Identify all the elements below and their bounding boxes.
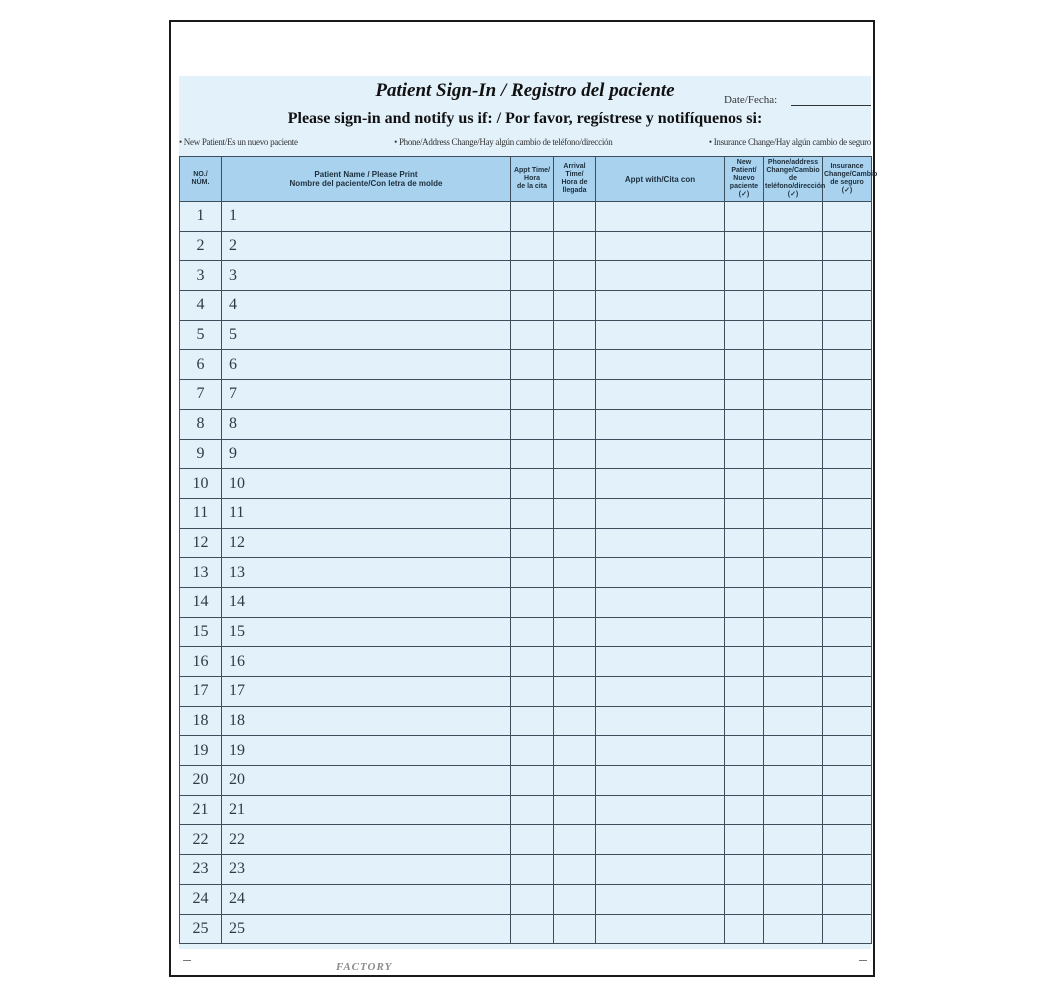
appt-time-cell[interactable]: [511, 320, 554, 350]
arrival-time-cell[interactable]: [554, 320, 596, 350]
insurance-change-check-cell[interactable]: [823, 825, 872, 855]
patient-name-cell[interactable]: 12: [222, 528, 511, 558]
appt-time-cell[interactable]: [511, 528, 554, 558]
insurance-change-check-cell[interactable]: [823, 409, 872, 439]
arrival-time-cell[interactable]: [554, 825, 596, 855]
arrival-time-cell[interactable]: [554, 736, 596, 766]
insurance-change-check-cell[interactable]: [823, 795, 872, 825]
new-patient-check-cell[interactable]: [725, 587, 764, 617]
insurance-change-check-cell[interactable]: [823, 677, 872, 707]
phone-address-change-check-cell[interactable]: [764, 706, 823, 736]
new-patient-check-cell[interactable]: [725, 825, 764, 855]
new-patient-check-cell[interactable]: [725, 469, 764, 499]
appt-time-cell[interactable]: [511, 350, 554, 380]
appt-with-cell[interactable]: [596, 706, 725, 736]
appt-with-cell[interactable]: [596, 469, 725, 499]
row-number-cell: 15: [180, 617, 222, 647]
appt-with-cell[interactable]: [596, 736, 725, 766]
appt-with-cell[interactable]: [596, 409, 725, 439]
appt-with-cell[interactable]: [596, 914, 725, 944]
table-row: [180, 647, 872, 677]
patient-name-cell[interactable]: 23: [222, 855, 511, 885]
phone-address-change-check-cell[interactable]: [764, 409, 823, 439]
appt-with-cell[interactable]: [596, 766, 725, 796]
table-header-row: [180, 157, 872, 202]
insurance-change-check-cell[interactable]: [823, 884, 872, 914]
insurance-change-check-cell[interactable]: [823, 439, 872, 469]
column-header-insurance-change: Insurance Change/Cambio de seguro (✓): [823, 157, 872, 202]
appt-with-cell[interactable]: [596, 558, 725, 588]
row-number-cell: 25: [180, 914, 222, 944]
phone-address-change-check-cell[interactable]: [764, 291, 823, 321]
insurance-change-check-cell[interactable]: [823, 380, 872, 410]
new-patient-check-cell[interactable]: [725, 677, 764, 707]
table-row: [180, 677, 872, 707]
table-row: [180, 498, 872, 528]
insurance-change-check-cell[interactable]: [823, 706, 872, 736]
table-row: [180, 439, 872, 469]
appt-with-cell[interactable]: [596, 498, 725, 528]
sign-in-form: [179, 76, 878, 949]
patient-name-cell[interactable]: 14: [222, 587, 511, 617]
phone-address-change-check-cell[interactable]: [764, 261, 823, 291]
new-patient-check-cell[interactable]: [725, 380, 764, 410]
new-patient-check-cell[interactable]: [725, 914, 764, 944]
insurance-change-check-cell[interactable]: [823, 320, 872, 350]
column-header-appt-time: Appt Time/ Hora de la cita: [511, 157, 554, 202]
phone-address-change-check-cell[interactable]: [764, 677, 823, 707]
row-number-cell: 14: [180, 587, 222, 617]
footer-mark: FACTORY: [336, 961, 393, 973]
new-patient-check-cell[interactable]: [725, 855, 764, 885]
row-number-cell: 5: [180, 320, 222, 350]
table-row: [180, 884, 872, 914]
appt-with-cell[interactable]: [596, 647, 725, 677]
appt-with-cell[interactable]: [596, 855, 725, 885]
insurance-change-check-cell[interactable]: [823, 231, 872, 261]
arrival-time-cell[interactable]: [554, 350, 596, 380]
insurance-change-check-cell[interactable]: [823, 647, 872, 677]
phone-address-change-check-cell[interactable]: [764, 587, 823, 617]
phone-address-change-check-cell[interactable]: [764, 439, 823, 469]
column-header-patient-name: Patient Name / Please Print Nombre del paciente/Con letra de molde: [222, 157, 511, 202]
insurance-change-check-cell[interactable]: [823, 855, 872, 885]
note-insurance-change: • Insurance Change/Hay algún cambio de seguro: [708, 137, 871, 147]
patient-name-cell[interactable]: 18: [222, 706, 511, 736]
appt-time-cell[interactable]: [511, 766, 554, 796]
appt-time-cell[interactable]: [511, 469, 554, 499]
new-patient-check-cell[interactable]: [725, 498, 764, 528]
insurance-change-check-cell[interactable]: [823, 350, 872, 380]
arrival-time-cell[interactable]: [554, 587, 596, 617]
table-row: [180, 409, 872, 439]
appt-time-cell[interactable]: [511, 825, 554, 855]
appt-time-cell[interactable]: [511, 587, 554, 617]
arrival-time-cell[interactable]: [554, 884, 596, 914]
row-number-cell: 7: [180, 380, 222, 410]
row-number-cell: 22: [180, 825, 222, 855]
table-row: [180, 617, 872, 647]
insurance-change-check-cell[interactable]: [823, 498, 872, 528]
arrival-time-cell[interactable]: [554, 291, 596, 321]
appt-time-cell[interactable]: [511, 647, 554, 677]
row-number-cell: 1: [180, 202, 222, 232]
appt-with-cell[interactable]: [596, 528, 725, 558]
row-number-cell: 20: [180, 766, 222, 796]
new-patient-check-cell[interactable]: [725, 647, 764, 677]
arrival-time-cell[interactable]: [554, 498, 596, 528]
table-row: [180, 261, 872, 291]
arrival-time-cell[interactable]: [554, 706, 596, 736]
row-number-cell: 12: [180, 528, 222, 558]
insurance-change-check-cell[interactable]: [823, 617, 872, 647]
row-number-cell: 16: [180, 647, 222, 677]
new-patient-check-cell[interactable]: [725, 617, 764, 647]
appt-time-cell[interactable]: [511, 914, 554, 944]
phone-address-change-check-cell[interactable]: [764, 350, 823, 380]
insurance-change-check-cell[interactable]: [823, 528, 872, 558]
phone-address-change-check-cell[interactable]: [764, 320, 823, 350]
patient-name-cell[interactable]: 21: [222, 795, 511, 825]
patient-name-cell[interactable]: 11: [222, 498, 511, 528]
appt-time-cell[interactable]: [511, 795, 554, 825]
row-number-cell: 9: [180, 439, 222, 469]
appt-time-cell[interactable]: [511, 202, 554, 232]
new-patient-check-cell[interactable]: [725, 706, 764, 736]
patient-name-cell[interactable]: 6: [222, 350, 511, 380]
new-patient-check-cell[interactable]: [725, 291, 764, 321]
sign-in-sheet: [169, 20, 878, 977]
patient-name-cell[interactable]: 8: [222, 409, 511, 439]
phone-address-change-check-cell[interactable]: [764, 202, 823, 232]
row-number-cell: 24: [180, 884, 222, 914]
phone-address-change-check-cell[interactable]: [764, 498, 823, 528]
appt-with-cell[interactable]: [596, 380, 725, 410]
appt-time-cell[interactable]: [511, 855, 554, 885]
appt-time-cell[interactable]: [511, 736, 554, 766]
patient-name-cell[interactable]: 16: [222, 647, 511, 677]
table-row: [180, 320, 872, 350]
patient-name-cell[interactable]: 4: [222, 291, 511, 321]
arrival-time-cell[interactable]: [554, 855, 596, 885]
phone-address-change-check-cell[interactable]: [764, 380, 823, 410]
row-number-cell: 13: [180, 558, 222, 588]
column-header-phone-address-change: Phone/address Change/Cambio de teléfono/dirección (✓): [764, 157, 823, 202]
patient-name-cell[interactable]: 5: [222, 320, 511, 350]
notify-reasons: [179, 137, 871, 147]
table-row: [180, 350, 872, 380]
insurance-change-check-cell[interactable]: [823, 558, 872, 588]
new-patient-check-cell[interactable]: [725, 736, 764, 766]
form-subtitle: Please sign-in and notify us if: / Por favor, regístrese y notifíquenos si:: [287, 110, 763, 127]
appt-with-cell[interactable]: [596, 439, 725, 469]
date-field-line[interactable]: [791, 105, 871, 106]
appt-time-cell[interactable]: [511, 498, 554, 528]
form-title: Patient Sign-In / Registro del paciente: [375, 80, 675, 101]
row-number-cell: 11: [180, 498, 222, 528]
table-row: [180, 855, 872, 885]
appt-time-cell[interactable]: [511, 439, 554, 469]
phone-address-change-check-cell[interactable]: [764, 231, 823, 261]
table-row: [180, 736, 872, 766]
appt-time-cell[interactable]: [511, 380, 554, 410]
appt-with-cell[interactable]: [596, 825, 725, 855]
row-number-cell: 6: [180, 350, 222, 380]
table-row: [180, 558, 872, 588]
patient-name-cell[interactable]: 15: [222, 617, 511, 647]
note-new-patient: • New Patient/Es un nuevo paciente: [179, 137, 298, 147]
arrival-time-cell[interactable]: [554, 914, 596, 944]
phone-address-change-check-cell[interactable]: [764, 825, 823, 855]
arrival-time-cell[interactable]: [554, 231, 596, 261]
row-number-cell: 2: [180, 231, 222, 261]
arrival-time-cell[interactable]: [554, 647, 596, 677]
table-row: [180, 587, 872, 617]
arrival-time-cell[interactable]: [554, 677, 596, 707]
note-phone-address-change: • Phone/Address Change/Hay algún cambio de teléfono/dirección: [394, 137, 613, 147]
appt-time-cell[interactable]: [511, 409, 554, 439]
table-row: [180, 706, 872, 736]
table-row: [180, 380, 872, 410]
phone-address-change-check-cell[interactable]: [764, 884, 823, 914]
appt-time-cell[interactable]: [511, 231, 554, 261]
table-row: [180, 914, 872, 944]
row-number-cell: 18: [180, 706, 222, 736]
appt-time-cell[interactable]: [511, 706, 554, 736]
appt-with-cell[interactable]: [596, 350, 725, 380]
table-row: [180, 291, 872, 321]
patient-name-cell[interactable]: 2: [222, 231, 511, 261]
table-row: [180, 469, 872, 499]
arrival-time-cell[interactable]: [554, 766, 596, 796]
arrival-time-cell[interactable]: [554, 795, 596, 825]
appt-with-cell[interactable]: [596, 202, 725, 232]
table-row: [180, 231, 872, 261]
table-row: [180, 766, 872, 796]
table-row: [180, 825, 872, 855]
phone-address-change-check-cell[interactable]: [764, 528, 823, 558]
appt-with-cell[interactable]: [596, 884, 725, 914]
appt-time-cell[interactable]: [511, 291, 554, 321]
phone-address-change-check-cell[interactable]: [764, 766, 823, 796]
row-number-cell: 3: [180, 261, 222, 291]
insurance-change-check-cell[interactable]: [823, 261, 872, 291]
insurance-change-check-cell[interactable]: [823, 587, 872, 617]
patient-name-cell[interactable]: 22: [222, 825, 511, 855]
insurance-change-check-cell[interactable]: [823, 291, 872, 321]
patient-name-cell[interactable]: 24: [222, 884, 511, 914]
new-patient-check-cell[interactable]: [725, 409, 764, 439]
row-number-cell: 4: [180, 291, 222, 321]
arrival-time-cell[interactable]: [554, 261, 596, 291]
appt-with-cell[interactable]: [596, 617, 725, 647]
row-number-cell: 19: [180, 736, 222, 766]
row-number-cell: 10: [180, 469, 222, 499]
patient-name-cell[interactable]: 3: [222, 261, 511, 291]
patient-name-cell[interactable]: 19: [222, 736, 511, 766]
phone-address-change-check-cell[interactable]: [764, 795, 823, 825]
appt-with-cell[interactable]: [596, 677, 725, 707]
column-header-arrival-time: Arrival Time/ Hora de llegada: [554, 157, 596, 202]
phone-address-change-check-cell[interactable]: [764, 558, 823, 588]
insurance-change-check-cell[interactable]: [823, 469, 872, 499]
appt-time-cell[interactable]: [511, 261, 554, 291]
new-patient-check-cell[interactable]: [725, 320, 764, 350]
insurance-change-check-cell[interactable]: [823, 766, 872, 796]
insurance-change-check-cell[interactable]: [823, 202, 872, 232]
new-patient-check-cell[interactable]: [725, 795, 764, 825]
table-row: [180, 528, 872, 558]
new-patient-check-cell[interactable]: [725, 261, 764, 291]
new-patient-check-cell[interactable]: [725, 439, 764, 469]
phone-address-change-check-cell[interactable]: [764, 736, 823, 766]
new-patient-check-cell[interactable]: [725, 231, 764, 261]
new-patient-check-cell[interactable]: [725, 766, 764, 796]
arrival-time-cell[interactable]: [554, 409, 596, 439]
patient-name-cell[interactable]: 20: [222, 766, 511, 796]
appt-time-cell[interactable]: [511, 617, 554, 647]
column-header-appt-with: Appt with/Cita con: [596, 157, 725, 202]
appt-with-cell[interactable]: [596, 291, 725, 321]
appt-time-cell[interactable]: [511, 558, 554, 588]
patient-name-cell[interactable]: 9: [222, 439, 511, 469]
insurance-change-check-cell[interactable]: [823, 914, 872, 944]
patient-name-cell[interactable]: 17: [222, 677, 511, 707]
column-header-new-patient: New Patient/ Nuevo paciente (✓): [725, 157, 764, 202]
arrival-time-cell[interactable]: [554, 380, 596, 410]
footer-dash-right: [859, 960, 867, 961]
arrival-time-cell[interactable]: [554, 469, 596, 499]
appt-with-cell[interactable]: [596, 320, 725, 350]
arrival-time-cell[interactable]: [554, 617, 596, 647]
appt-with-cell[interactable]: [596, 231, 725, 261]
phone-address-change-check-cell[interactable]: [764, 469, 823, 499]
new-patient-check-cell[interactable]: [725, 202, 764, 232]
insurance-change-check-cell[interactable]: [823, 736, 872, 766]
new-patient-check-cell[interactable]: [725, 884, 764, 914]
appt-with-cell[interactable]: [596, 587, 725, 617]
table-row: [180, 202, 872, 232]
row-number-cell: 23: [180, 855, 222, 885]
arrival-time-cell[interactable]: [554, 558, 596, 588]
appt-with-cell[interactable]: [596, 261, 725, 291]
table-body: [180, 202, 872, 944]
new-patient-check-cell[interactable]: [725, 558, 764, 588]
sign-in-table: [179, 156, 878, 944]
row-number-cell: 17: [180, 677, 222, 707]
arrival-time-cell[interactable]: [554, 439, 596, 469]
patient-name-cell[interactable]: 25: [222, 914, 511, 944]
new-patient-check-cell[interactable]: [725, 350, 764, 380]
patient-name-cell[interactable]: 1: [222, 202, 511, 232]
appt-with-cell[interactable]: [596, 795, 725, 825]
footer-dash-left: [183, 960, 191, 961]
column-header-number: NO./ NÚM.: [180, 157, 222, 202]
phone-address-change-check-cell[interactable]: [764, 617, 823, 647]
appt-time-cell[interactable]: [511, 677, 554, 707]
phone-address-change-check-cell[interactable]: [764, 647, 823, 677]
patient-name-cell[interactable]: 7: [222, 380, 511, 410]
phone-address-change-check-cell[interactable]: [764, 855, 823, 885]
new-patient-check-cell[interactable]: [725, 528, 764, 558]
table-row: [180, 795, 872, 825]
arrival-time-cell[interactable]: [554, 202, 596, 232]
appt-time-cell[interactable]: [511, 884, 554, 914]
row-number-cell: 21: [180, 795, 222, 825]
date-label: Date/Fecha:: [724, 94, 778, 106]
row-number-cell: 8: [180, 409, 222, 439]
patient-name-cell[interactable]: 10: [222, 469, 511, 499]
phone-address-change-check-cell[interactable]: [764, 914, 823, 944]
patient-name-cell[interactable]: 13: [222, 558, 511, 588]
arrival-time-cell[interactable]: [554, 528, 596, 558]
